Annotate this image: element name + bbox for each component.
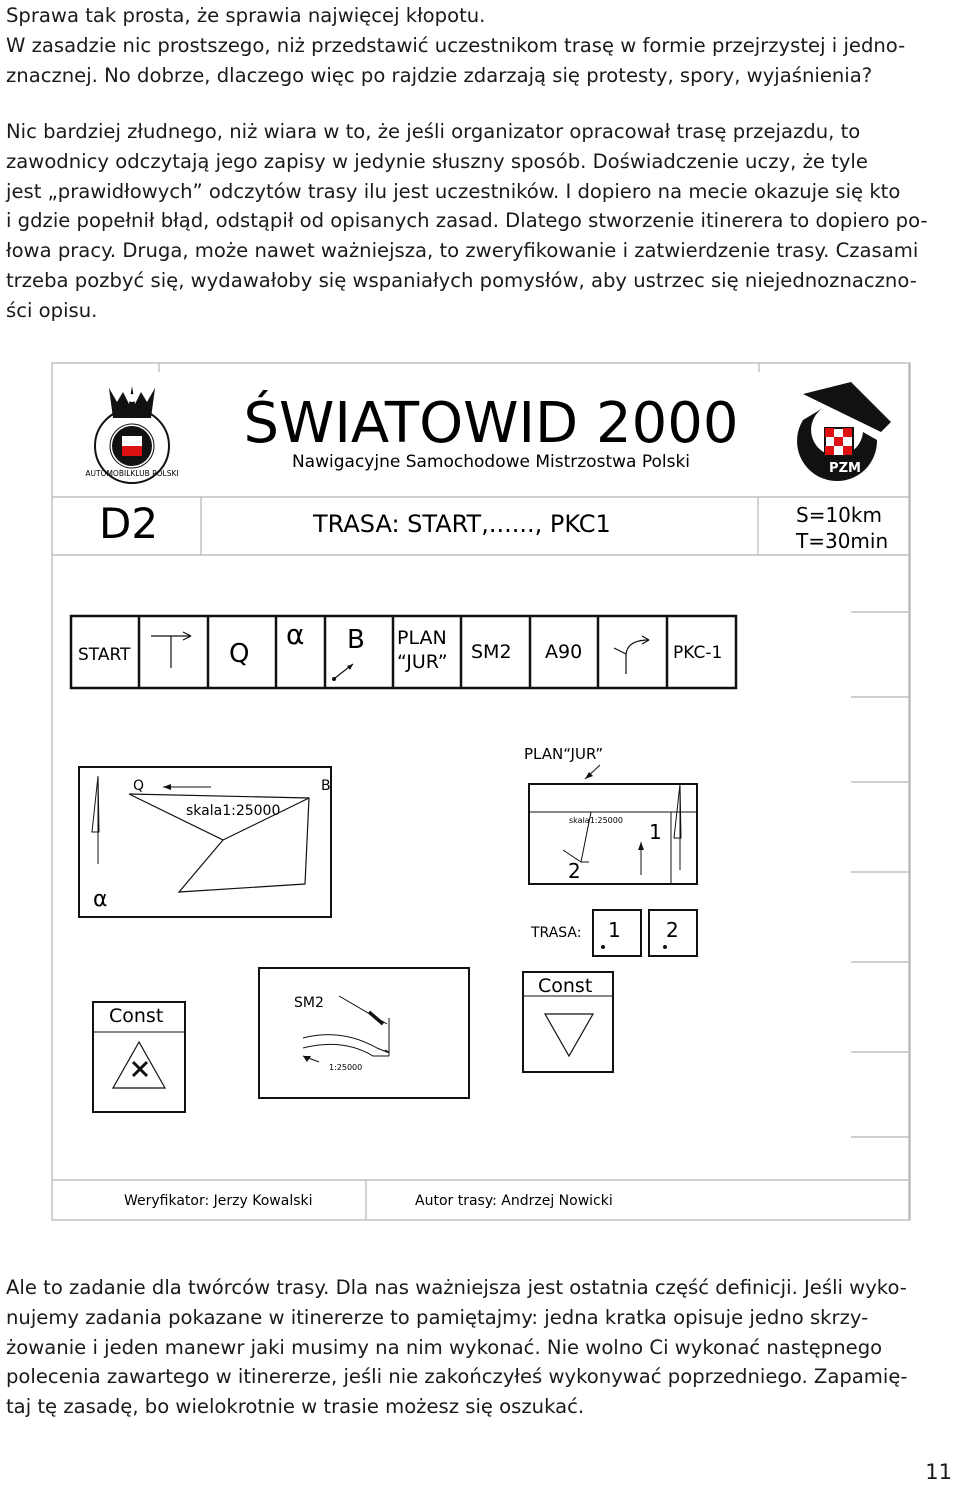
map2-label-2: 2 bbox=[568, 859, 581, 883]
itinerary-q: Q bbox=[229, 639, 250, 669]
author-name: Autor trasy: Andrzej Nowicki bbox=[415, 1193, 613, 1209]
trasa-box-2: 2 bbox=[666, 918, 679, 942]
distance-value: S=10km bbox=[796, 503, 882, 527]
body-paragraph bbox=[6, 117, 954, 326]
itinerary-sm2: SM2 bbox=[471, 641, 512, 663]
itinerary-plan-line1: PLAN bbox=[397, 627, 447, 649]
route-card bbox=[51, 362, 911, 1222]
intro-paragraph bbox=[6, 1, 954, 90]
verifier-name: Weryfikator: Jerzy Kowalski bbox=[124, 1193, 313, 1209]
itinerary-a90: A90 bbox=[545, 641, 583, 663]
automobilklub-logo-text: AUTOMOBILKLUB POLSKI bbox=[85, 469, 179, 478]
map-scale-25000 bbox=[79, 767, 331, 917]
itinerary-b: B bbox=[347, 625, 365, 655]
text-line: ści opisu. bbox=[6, 298, 98, 322]
map1-q-label: Q bbox=[133, 778, 145, 794]
pzm-logo-text: PZM bbox=[829, 461, 861, 476]
card-grid bbox=[52, 363, 910, 1220]
map2-label-1: 1 bbox=[649, 820, 662, 844]
trasa-label: TRASA: bbox=[531, 925, 582, 941]
itinerary-start: START bbox=[78, 645, 131, 665]
page-number: 11 bbox=[925, 1460, 952, 1484]
direction-arrow-icon bbox=[332, 664, 353, 681]
text-line: taj tę zasadę, bo wielokrotnie w trasie możesz się oszukać. bbox=[6, 1395, 585, 1419]
text-line: łowa pracy. Druga, może nawet ważniejsza, to zweryfikowanie i zatwierdzenie trasy. Czasami bbox=[6, 239, 919, 263]
const-label-2: Const bbox=[538, 975, 593, 997]
map2-scale: skala1:25000 bbox=[569, 816, 623, 825]
map3-sm2-label: SM2 bbox=[294, 995, 324, 1011]
text-line: żowanie i jeden manewr jaki musimy na nim wykonać. Nie wolno Ci wykonać następnego bbox=[6, 1335, 883, 1359]
itinerary-alpha: α bbox=[286, 618, 305, 651]
curve-right-icon bbox=[614, 636, 649, 674]
route-description: TRASA: START,......, PKC1 bbox=[313, 510, 611, 538]
map3-scale: 1:25000 bbox=[329, 1063, 363, 1072]
itinerary-plan-line2: “JUR” bbox=[397, 651, 448, 673]
trasa-box-1: 1 bbox=[608, 918, 621, 942]
text-line: polecenia zawartego w itinererze, jeśli nie zakończyłeś wykonywać poprzedniego. Zapamię- bbox=[6, 1365, 908, 1389]
text-line: Sprawa tak prosta, że sprawia najwięcej kłopotu. bbox=[6, 4, 486, 27]
text-line: nujemy zadania pokazane w itinererze to pamiętajmy: jedna kratka opisuje jedno skrzy- bbox=[6, 1305, 869, 1329]
text-line: W zasadzie nic prostszego, niż przedstawić uczestnikom trasę w formie przejrzystej i jedno- bbox=[6, 33, 906, 57]
text-line: Nic bardziej złudnego, niż wiara w to, że jeśli organizator opracował trasę przejazdu, to bbox=[6, 120, 861, 143]
text-line: Ale to zadanie dla twórców trasy. Dla nas ważniejsza jest ostatnia część definicji. Jeśli wyko- bbox=[6, 1276, 907, 1299]
time-value: T=30min bbox=[796, 529, 889, 553]
t-junction-icon bbox=[151, 632, 191, 668]
map1-b-label: B bbox=[321, 778, 331, 794]
text-line: zawodnicy odczytają jego zapisy w jedynie słuszny sposób. Doświadczenie uczy, że tyle bbox=[6, 149, 868, 173]
map1-alpha-label: α bbox=[93, 887, 108, 912]
text-line: jest „prawidłowych” odczytów trasy ilu jest uczestników. I dopiero na mecie okazuje się kto bbox=[6, 179, 901, 203]
itinerary-pkc: PKC-1 bbox=[673, 643, 723, 663]
card-title: ŚWIATOWID 2000 bbox=[243, 391, 739, 456]
map2-title: PLAN“JUR” bbox=[524, 745, 604, 763]
stage-code: D2 bbox=[99, 499, 159, 548]
text-line: trzeba pozbyć się, wydawałoby się wspaniałych pomysłów, aby ustrzec się niejednoznaczno- bbox=[6, 268, 917, 292]
const-label-1: Const bbox=[109, 1005, 164, 1027]
card-subtitle: Nawigacyjne Samochodowe Mistrzostwa Polski bbox=[291, 452, 691, 472]
text-line: i gdzie popełnił błąd, odstąpił od opisanych zasad. Dlatego stworzenie itinerera to dopiero po- bbox=[6, 209, 928, 233]
text-line: znacznej. No dobrze, dlaczego więc po rajdzie zdarzają się protesty, spory, wyjaśnienia? bbox=[6, 63, 873, 87]
outro-paragraph bbox=[6, 1273, 954, 1422]
map3-sm2 bbox=[259, 968, 469, 1098]
map1-scale: skala1:25000 bbox=[186, 803, 281, 819]
